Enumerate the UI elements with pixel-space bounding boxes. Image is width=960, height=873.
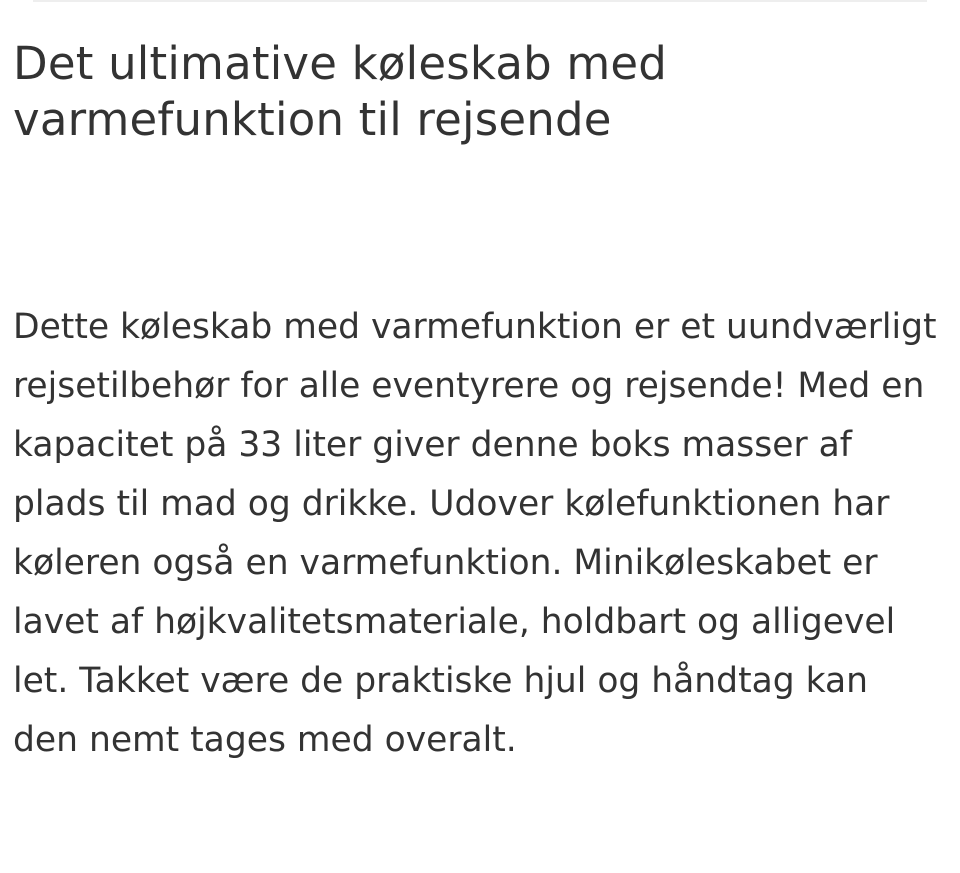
product-article [13,36,943,770]
product-title: Det ultimative køleskab med varmefunktion til rejsende [13,37,668,146]
top-divider [33,0,927,2]
product-description: Dette køleskab med varmefunktion er et uundværligt rejsetilbehør for alle eventyrere og rejsende! Med en kapacitet på 33 liter giver denne boks masser af plads til mad og drikke. Udover kølefunktionen har køleren også en varmefunktion. Minikøleskabet er lavet af højkvalitetsmateriale, holdbart og alligevel let. Takket være de praktiske hjul og håndtag kan den nemt tages med overalt. [13,307,937,760]
